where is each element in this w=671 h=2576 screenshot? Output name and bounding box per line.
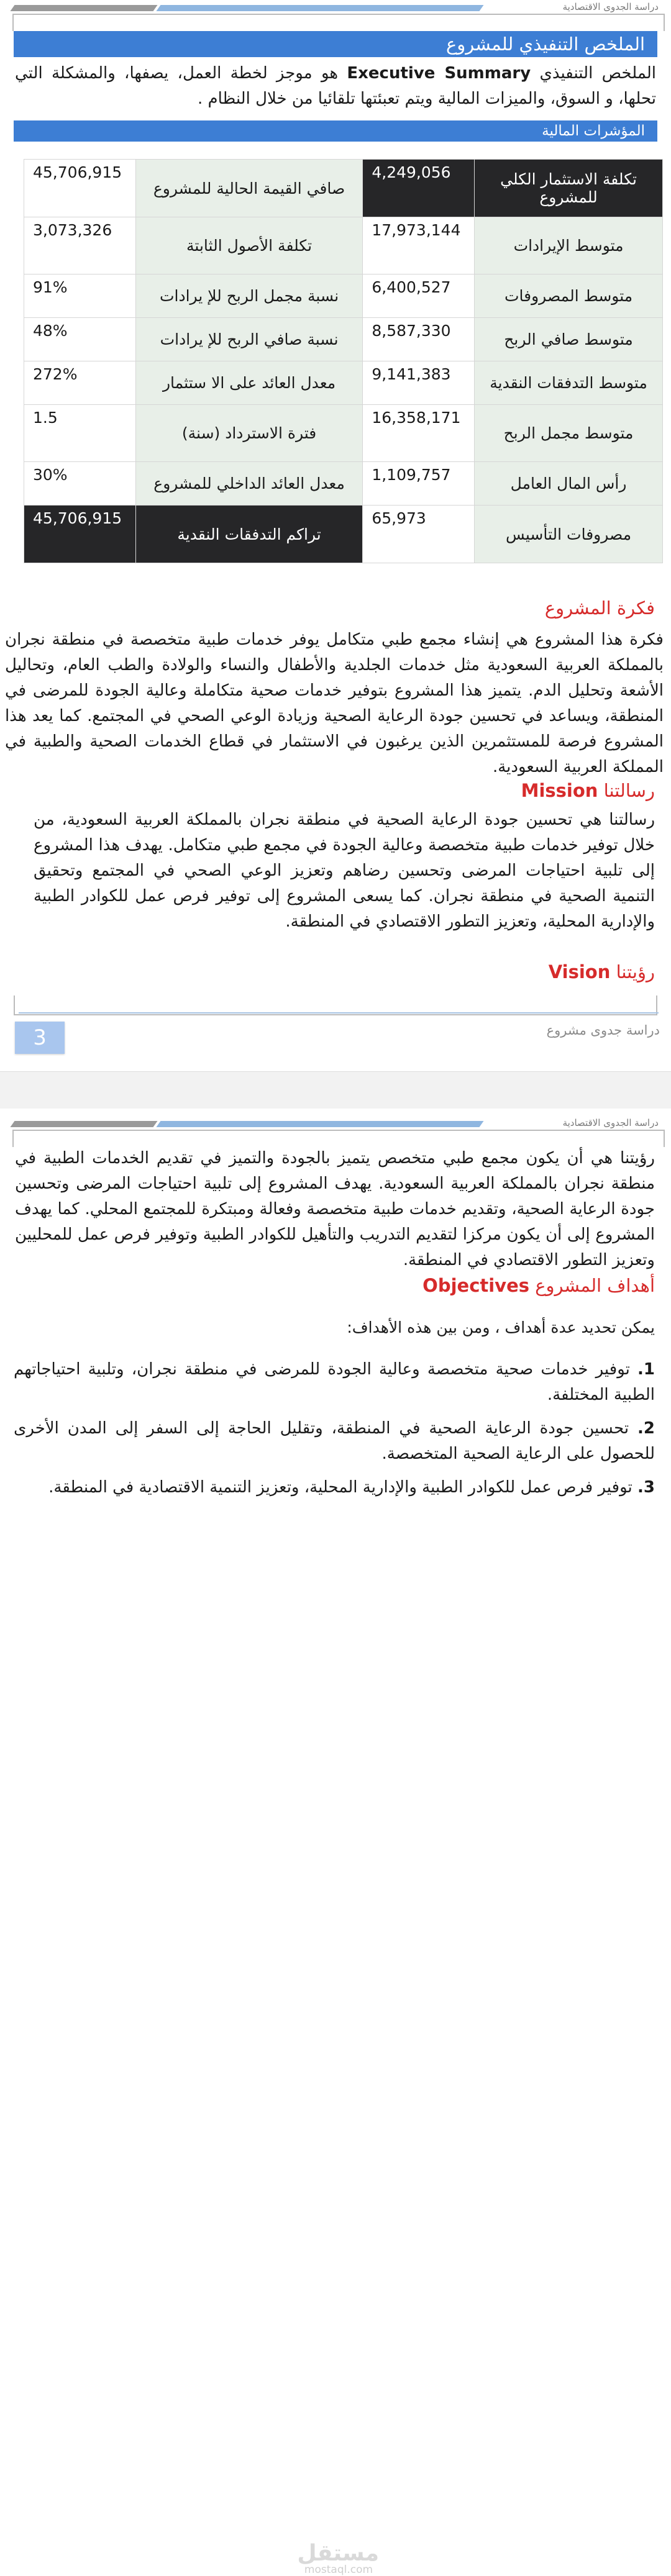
objectives-title-en: Objectives	[422, 1275, 530, 1296]
header-bar-gray	[10, 5, 157, 11]
objective-item	[14, 1475, 655, 1500]
running-header	[0, 0, 671, 19]
objective-number: 3.	[637, 1478, 655, 1497]
objective-item	[14, 1357, 655, 1408]
running-header-text: دراسة الجدوى الاقتصادية	[562, 1, 659, 12]
vision-title-ar: رؤيتنا	[616, 961, 655, 982]
vision-title-en: Vision	[548, 961, 611, 982]
indicator-value: 272%	[24, 361, 136, 405]
indicator-label: تراكم التدفقات النقدية	[135, 506, 363, 563]
indicator-label: معدل العائد على الا ستثمار	[135, 361, 363, 405]
financial-indicators-title: المؤشرات المالية	[542, 123, 645, 139]
exec-intro-english: Executive Summary	[347, 64, 531, 83]
indicator-label: تكلفة الأصول الثابتة	[135, 217, 363, 274]
financial-row	[24, 361, 663, 405]
mission-title-en: Mission	[521, 780, 598, 801]
header-bar-blue	[156, 5, 483, 11]
exec-summary-paragraph	[15, 61, 656, 112]
page-gap	[0, 1071, 671, 1110]
vision-paragraph: رؤيتنا هي أن يكون مجمع طبي متخصص يتميز بالجودة والتميز في تقديم الخدمات الطبية في منطقة نجران بالمملكة العربية السعودية. يهدف المشروع إلى تلبية احتياجات المرضى وتحسين جودة الرعاية الصحية، وتقديم خدمات طبية متخصصة وفعالة ومبتكرة للمجتمع المحلي. كما يهدف المشروع إلى أن يكون مركزا لتقديم التدريب والتأهيل للكوادر الطبية وتوفير فرص عمل للمحليين وتعزيز التطور الاقتصادي في المنطقة.	[15, 1149, 655, 1269]
watermark-sub: mostaql.com	[304, 2564, 373, 2576]
header-bar-gray	[10, 1121, 157, 1127]
exec-summary-title: الملخص التنفيذي للمشروع	[445, 34, 645, 55]
financial-row	[24, 506, 663, 563]
exec-summary-heading	[14, 31, 657, 57]
vision-heading	[549, 961, 655, 982]
indicator-label: متوسط المصروفات	[475, 274, 663, 318]
mostaql-watermark	[298, 2543, 379, 2575]
indicator-value: 1.5	[24, 405, 136, 462]
exec-intro-part2: هو موجز لخطة العمل، يصفها، والمشكلة التي تحلها، و السوق، والميزات المالية ويتم تعبئتها تلقائيا من خلال النظام .	[15, 64, 656, 108]
indicator-label: نسبة مجمل الربح للإ يرادات	[135, 274, 363, 318]
financial-row	[24, 405, 663, 462]
indicator-label: متوسط مجمل الربح	[475, 405, 663, 462]
indicator-value: 9,141,383	[363, 361, 475, 405]
footer-line	[19, 1012, 659, 1014]
indicator-value: 1,109,757	[363, 462, 475, 506]
document-page-4	[0, 1109, 671, 2576]
page-number-badge: 3	[15, 1022, 65, 1054]
indicator-label: صافي القيمة الحالية للمشروع	[135, 160, 363, 217]
indicator-value: 45,706,915	[24, 160, 136, 217]
indicator-label: مصروفات التأسيس	[475, 506, 663, 563]
indicator-value: 91%	[24, 274, 136, 318]
indicator-value: 4,249,056	[363, 160, 475, 217]
indicator-label: رأس المال العامل	[475, 462, 663, 506]
watermark-main: مستقل	[297, 2541, 379, 2566]
indicator-label: فترة الاسترداد (سنة)	[135, 405, 363, 462]
objectives-heading	[422, 1275, 655, 1296]
page-frame-top	[12, 1130, 665, 1147]
indicator-label: معدل العائد الداخلي للمشروع	[135, 462, 363, 506]
financial-row	[24, 462, 663, 506]
mission-paragraph: رسالتنا هي تحسين جودة الرعاية الصحية في منطقة نجران بالمملكة العربية السعودية، من خلال توفير خدمات طبية متخصصة وعالية الجودة في مجمع طبي متكامل. يهدف هذا المشروع إلى تلبية احتياجات المرضى وتحسين رضاهم وتعزيز الوعي الصحي في المجتمع وتحقيق التنمية الصحية في منطقة نجران. كما يسعى المشروع إلى توفير فرص عمل للكوادر الطبية والإدارية المحلية، وتعزيز التطور الاقتصادي في المنطقة.	[34, 810, 655, 931]
indicator-label: نسبة صافي الربح للإ يرادات	[135, 318, 363, 361]
objective-number: 1.	[637, 1360, 655, 1379]
indicator-value: 17,973,144	[363, 217, 475, 274]
financial-row	[24, 318, 663, 361]
financial-indicators-heading	[14, 120, 657, 142]
project-idea-paragraph: فكرة هذا المشروع هي إنشاء مجمع طبي متكامل يوفر خدمات طبية متخصصة في منطقة نجران بالمملكة العربية السعودية مثل خدمات الجلدية والأطفال والنساء والولادة والطب العام، وتحاليل الأشعة وتحليل الدم. يتميز هذا المشروع بتوفير خدمات صحية متكاملة وعالية الجودة للمرضى في المنطقة، ويساعد في تحسين جودة الرعاية الصحية وزيادة الوعي الصحي في المجتمع. كما يعد هذا المشروع فرصة للمستثمرين الذين يرغبون في الاستثمار في قطاع الخدمات الصحية والطبية في المملكة العربية السعودية.	[5, 630, 664, 776]
financial-indicators-table	[24, 159, 663, 563]
header-bar-blue	[156, 1121, 483, 1127]
running-header-text: دراسة الجدوى الاقتصادية	[562, 1117, 659, 1128]
indicator-label: متوسط التدفقات النقدية	[475, 361, 663, 405]
indicator-value: 30%	[24, 462, 136, 506]
financial-row	[24, 160, 663, 217]
objective-item	[14, 1416, 655, 1467]
indicator-value: 16,358,171	[363, 405, 475, 462]
objective-number: 2.	[637, 1419, 655, 1438]
financial-row	[24, 274, 663, 318]
indicator-value: 6,400,527	[363, 274, 475, 318]
indicator-label: تكلفة الاستثمار الكلي للمشروع	[475, 160, 663, 217]
project-idea-heading	[545, 597, 655, 619]
objective-text: توفير خدمات صحية متخصصة وعالية الجودة للمرضى في منطقة نجران، وتلبية احتياجاتهم الطبية المختلفة.	[14, 1360, 655, 1404]
objective-text: تحسين جودة الرعاية الصحية في المنطقة، وتقليل الحاجة إلى السفر إلى المدن الأخرى للحصول على الرعاية الصحية المتخصصة.	[14, 1419, 655, 1463]
project-idea-title: فكرة المشروع	[544, 597, 655, 619]
exec-intro-part1: الملخص التنفيذي	[531, 64, 656, 83]
financial-row	[24, 217, 663, 274]
objectives-title-ar: أهداف المشروع	[535, 1275, 655, 1296]
footer-text: دراسة جدوى مشروع	[546, 1023, 660, 1038]
indicator-value: 8,587,330	[363, 318, 475, 361]
document-page-3	[0, 0, 671, 1071]
indicator-value: 48%	[24, 318, 136, 361]
objectives-intro: يمكن تحديد عدة أهداف ، ومن بين هذه الأهداف:	[347, 1318, 655, 1336]
indicator-label: متوسط الإيرادات	[475, 217, 663, 274]
mission-heading	[521, 780, 655, 801]
indicator-label: متوسط صافي الربح	[475, 318, 663, 361]
indicator-value: 45,706,915	[24, 506, 136, 563]
mission-title-ar: رسالتنا	[603, 780, 655, 801]
indicator-value: 3,073,326	[24, 217, 136, 274]
objective-text: توفير فرص عمل للكوادر الطبية والإدارية المحلية، وتعزيز التنمية الاقتصادية في المنطقة.	[48, 1478, 632, 1497]
running-header	[0, 1116, 671, 1135]
indicator-value: 65,973	[363, 506, 475, 563]
page-frame-top	[12, 14, 665, 31]
